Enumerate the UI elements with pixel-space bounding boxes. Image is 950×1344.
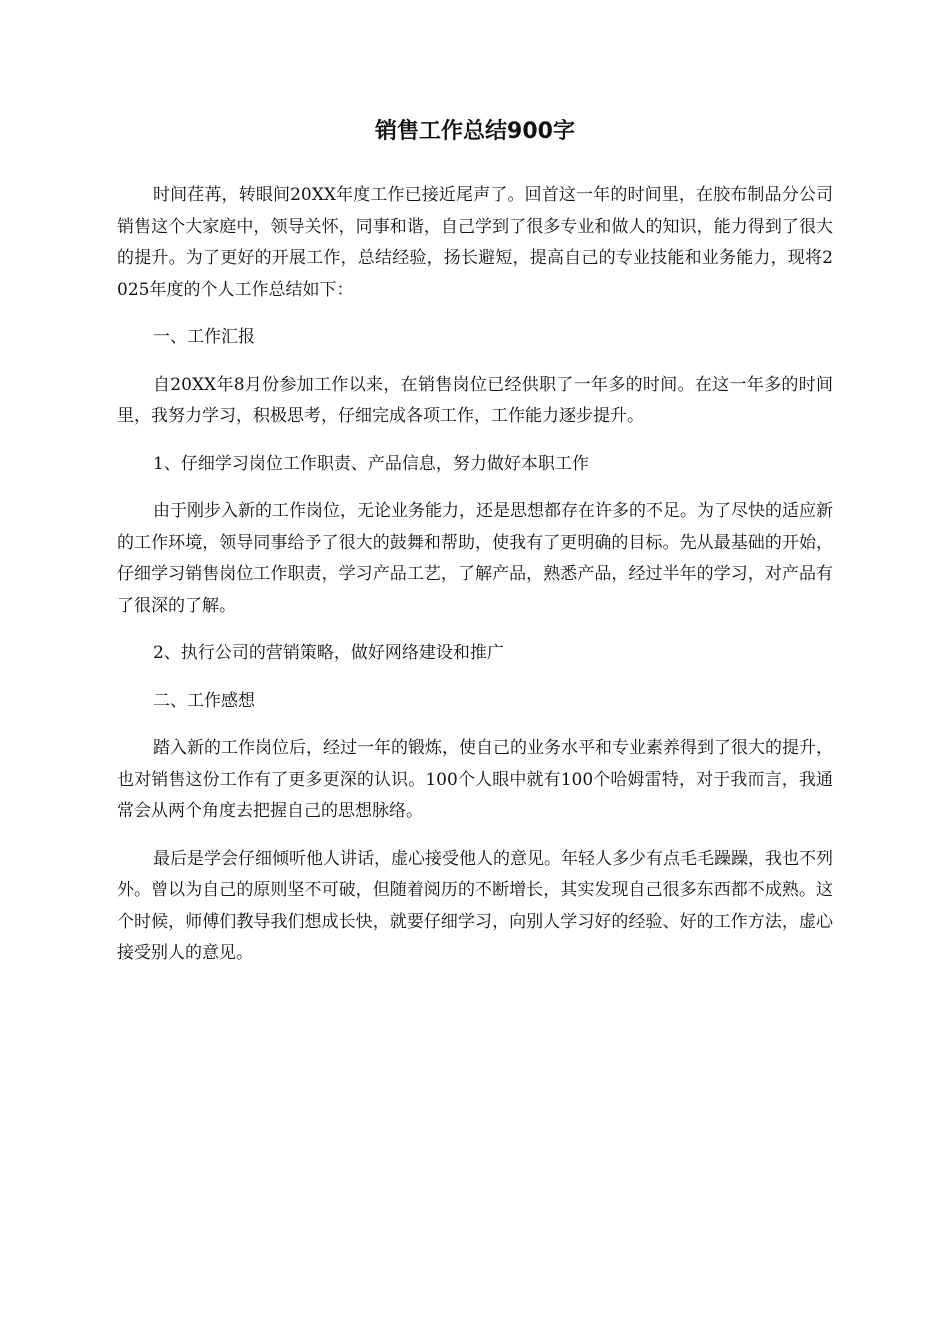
section-heading-work-report: 一、工作汇报 [153, 327, 255, 347]
paragraph-reflections: 踏入新的工作岗位后，经过一年的锻炼，使自己的业务水平和专业素养得到了很大的提升，也对销售这份工作有了更多更深的认识。100个人眼中就有100个哈姆雷特，对于我而言，我通常会从两个角度去把握自己的思想脉络。 [117, 738, 833, 821]
paragraph-intro: 时间荏苒，转眼间20XX年度工作已接近尾声了。回首这一年的时间里，在胶布制品分公司销售这个大家庭中，领导关怀，同事和谐，自己学到了很多专业和做人的知识，能力得到了很大的提升。为了更好的开展工作，总结经验，扬长避短，提高自己的专业技能和业务能力，现将2025年度的个人工作总结如下： [117, 185, 833, 300]
paragraph-work-report: 自20XX年8月份参加工作以来，在销售岗位已经供职了一年多的时间。在这一年多的时间里，我努力学习，积极思考，仔细完成各项工作，工作能力逐步提升。 [117, 374, 833, 426]
paragraph-learn-duties: 由于刚步入新的工作岗位，无论业务能力，还是思想都存在许多的不足。为了尽快的适应新的工作环境，领导同事给予了很大的鼓舞和帮助，使我有了更明确的目标。先从最基础的开始，仔细学习销售岗位工作职责，学习产品工艺，了解产品，熟悉产品，经过半年的学习，对产品有了很深的了解。 [117, 501, 833, 616]
subheading-marketing-strategy: 2、执行公司的营销策略，做好网络建设和推广 [153, 643, 504, 663]
document-body [117, 180, 833, 986]
subheading-learn-duties: 1、仔细学习岗位工作职责、产品信息，努力做好本职工作 [153, 453, 589, 474]
section-heading-reflections: 二、工作感想 [153, 690, 255, 711]
document-title: 销售工作总结900字 [375, 119, 575, 144]
paragraph-listening: 最后是学会仔细倾听他人讲话，虚心接受他人的意见。年轻人多少有点毛毛躁躁，我也不列外。曾以为自己的原则坚不可破，但随着阅历的不断增长，其实发现自己很多东西都不成熟。这个时候，师傅们教导我们想成长快，就要仔细学习，向别人学习好的经验、好的工作方法，虚心接受别人的意见。 [117, 848, 833, 963]
